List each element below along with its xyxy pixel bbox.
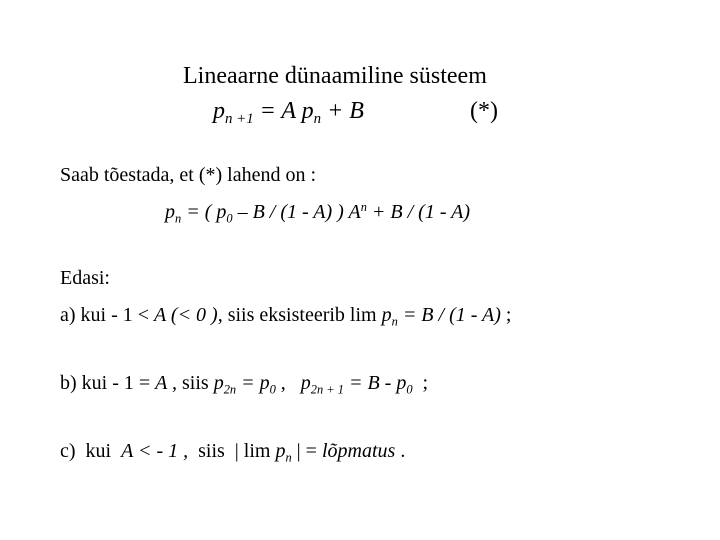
case-b-sub2: 0 — [269, 382, 276, 397]
case-a-end: ; — [500, 304, 512, 326]
eq-p2: p — [295, 98, 314, 124]
sol-mid2: – B / (1 - A) ) A — [232, 201, 361, 223]
case-b — [60, 372, 429, 397]
solution-formula — [165, 200, 470, 226]
case-a — [60, 304, 512, 329]
equation-tag — [470, 99, 498, 123]
case-b-lead: b) kui - 1 = — [60, 372, 156, 394]
case-a-mid: siis eksisteerib lim — [222, 304, 382, 326]
sol-sub-n: n — [175, 211, 182, 226]
sol-p: p — [165, 201, 175, 223]
case-b-eq2: = B - p — [343, 372, 407, 394]
case-b-p1: p — [213, 372, 224, 394]
sol-mid1: = ( p — [181, 201, 227, 223]
case-a-p: p — [381, 304, 392, 326]
case-b-eq1: = p — [236, 372, 270, 394]
sol-tail: + B / (1 - A) — [366, 201, 470, 223]
case-b-mid: siis — [177, 372, 214, 394]
edasi-label — [60, 268, 110, 288]
case-c-lead: c) kui — [60, 440, 122, 462]
case-a-eq: = B / (1 - A) — [397, 304, 501, 326]
slide-title — [183, 64, 487, 88]
title-text: Lineaarne dünaamiline süsteem — [183, 63, 487, 89]
case-b-sub3: 2n + 1 — [310, 382, 344, 397]
case-b-sub1: 2n — [223, 382, 237, 397]
eq-plus-b: + B — [321, 98, 364, 124]
sol-sup-n: n — [360, 200, 367, 215]
intro-line — [60, 165, 316, 185]
case-c-sub-n: n — [285, 450, 292, 465]
eq-tag: (*) — [470, 98, 498, 124]
eq-equals-a: = A — [253, 98, 296, 124]
case-c-cond: A < - 1 , — [121, 440, 189, 462]
eq-sub-n: n — [313, 111, 322, 128]
recurrence-equation — [213, 98, 364, 128]
eq-sub-n1: n +1 — [225, 111, 254, 128]
case-c-eq: | = — [291, 440, 322, 462]
sol-sub-0: 0 — [226, 211, 233, 226]
case-b-p2: p — [300, 372, 311, 394]
case-b-end: ; — [412, 372, 429, 394]
case-b-a: A , — [155, 372, 178, 394]
case-a-sub-n: n — [391, 314, 398, 329]
case-c-end: . — [395, 440, 406, 462]
eq-p: p — [213, 98, 225, 124]
case-b-sub4: 0 — [406, 382, 413, 397]
case-a-cond: A (< 0 ), — [154, 304, 223, 326]
case-c-value: lõpmatus — [321, 440, 396, 462]
case-c — [60, 440, 406, 465]
case-c-mid: siis | lim — [188, 440, 276, 462]
edasi-text: Edasi: — [60, 267, 110, 289]
case-b-comma: , — [275, 372, 301, 394]
case-a-lead: a) kui - 1 < — [60, 304, 155, 326]
intro-text: Saab tõestada, et (*) lahend on : — [60, 164, 317, 186]
case-c-p: p — [275, 440, 286, 462]
